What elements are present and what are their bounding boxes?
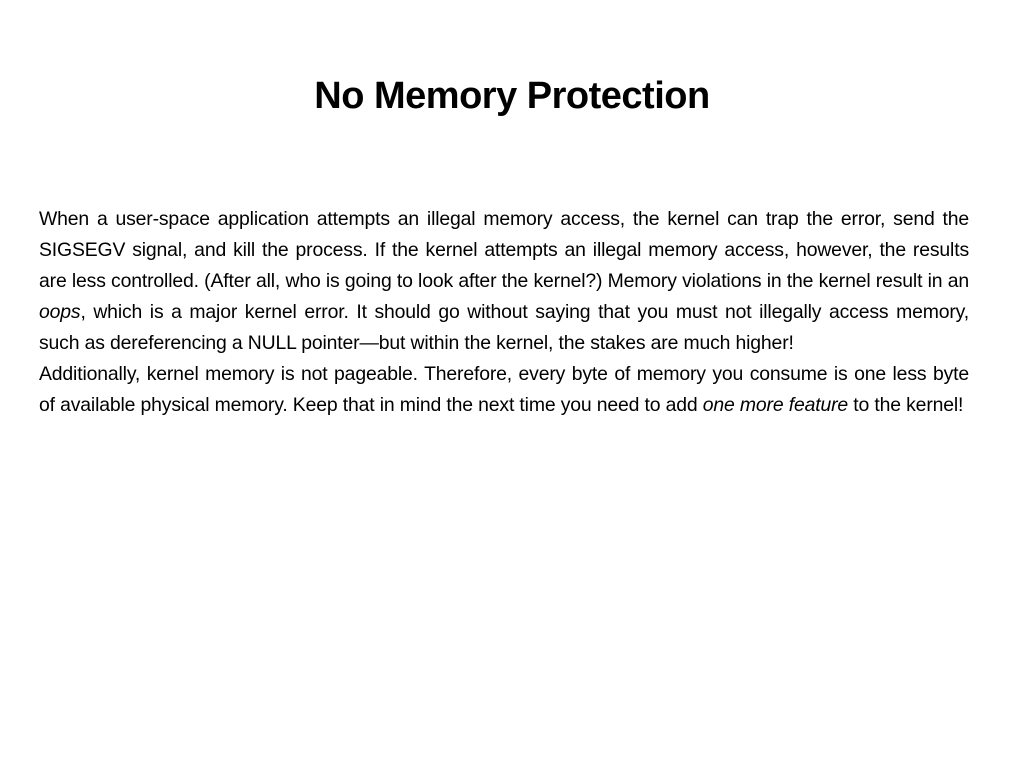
body-paragraph-1	[39, 204, 969, 359]
slide-body	[39, 204, 969, 421]
body-paragraph-2	[39, 359, 969, 421]
paragraph-2-text-b: to the kernel!	[848, 394, 964, 416]
slide-title: No Memory Protection	[314, 75, 710, 117]
paragraph-1-text-b: , which is a major kernel error. It should go without saying that you must not illegally access memory, such as dereferencing a NULL pointer—but within the kernel, the stakes are much higher!	[39, 301, 969, 354]
paragraph-1-text-a: When a user-space application attempts an illegal memory access, the kernel can trap the error, send the SIGSEGV signal, and kill the process. If the kernel attempts an illegal memory access, however, the results are less controlled. (After all, who is going to look after the kernel?) Memory violations in the kernel result in an	[39, 208, 969, 292]
oops-emphasis: oops	[39, 301, 81, 323]
paragraph-2-text-a: Additionally, kernel memory is not pageable. Therefore, every byte of memory you consume is one less byte of available physical memory. Keep that in mind the next time you need to add	[39, 363, 969, 416]
one-more-feature-emphasis: one more feature	[702, 394, 849, 416]
